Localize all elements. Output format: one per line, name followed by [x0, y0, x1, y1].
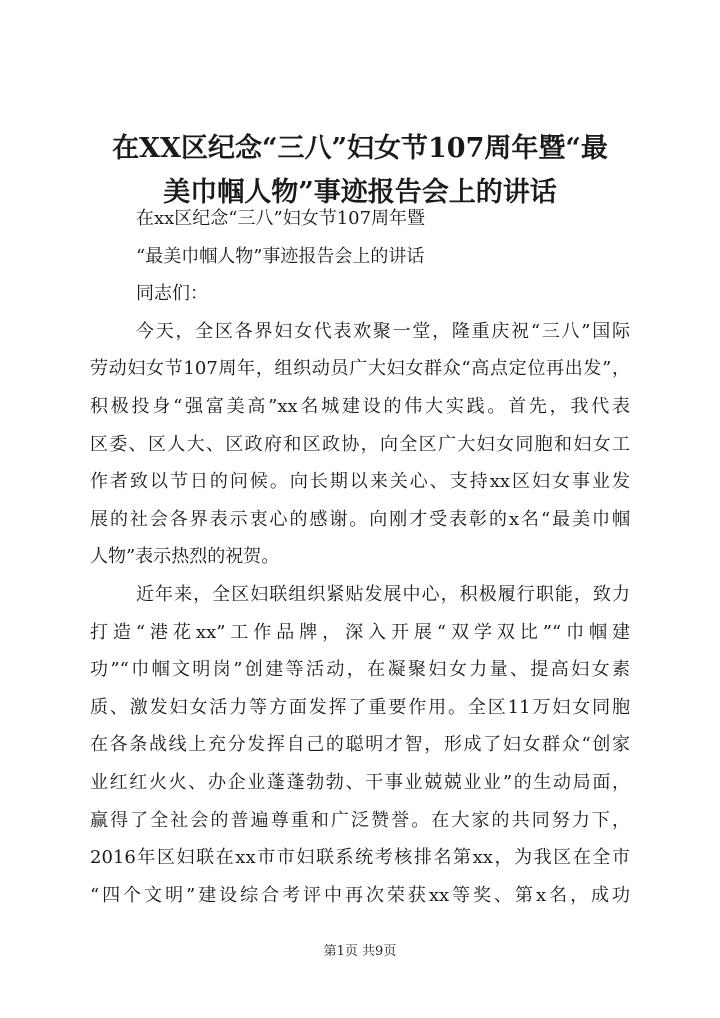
paragraph2-line-4: 质、激发妇女活力等方面发挥了重要作用。全区11万妇女同胞 — [90, 696, 630, 718]
title-line-2: 美巾帼人物”事迹报告会上的讲话 — [163, 177, 557, 208]
page-footer: 第1页 共9页 — [323, 944, 397, 959]
paragraph1-line-3: 积极投身“强富美高”xx名城建设的伟大实践。首先，我代表 — [90, 395, 630, 417]
paragraph2-line-5: 在各条战线上充分发挥自己的聪明才智，形成了妇女群众“创家 — [90, 734, 630, 756]
paragraph2-line-7: 赢得了全社会的普遍尊重和广泛赞誉。在大家的共同努力下， — [90, 809, 630, 831]
paragraph1-line-2: 劳动妇女节107周年，组织动员广大妇女群众“高点定位再出发”， — [90, 358, 630, 380]
document-body — [90, 200, 630, 914]
paragraph1-line-7: 人物”表示热烈的祝贺。 — [90, 546, 280, 568]
title-line-1: 在XX区纪念“三八”妇女节107周年暨“最 — [112, 133, 608, 164]
paragraph2-line-9: “四个文明”建设综合考评中再次荣获xx等奖、第x名，成功 — [90, 884, 630, 906]
paragraph2-line-8: 2016年区妇联在xx市市妇联系统考核排名第xx，为我区在全市 — [90, 847, 630, 869]
subtitle-line-2: “最美巾帼人物”事迹报告会上的讲话 — [136, 245, 425, 267]
salutation: 同志们： — [136, 283, 208, 305]
paragraph1-line-4: 区委、区人大、区政府和区政协，向全区广大妇女同胞和妇女工 — [90, 433, 630, 455]
paragraph1-line-6: 展的社会各界表示衷心的感谢。向刚才受表彰的x名“最美巾帼 — [90, 508, 630, 530]
subtitle-line-1: 在xx区纪念“三八”妇女节107周年暨 — [136, 208, 426, 229]
paragraph2-line-6: 业红红火火、办企业蓬蓬勃勃、干事业兢兢业业”的生动局面， — [90, 771, 630, 793]
paragraph2-line-2: 打造“港花xx”工作品牌，深入开展“双学双比”“巾帼建 — [90, 621, 630, 643]
paragraph2-line-3: 功”“巾帼文明岗”创建等活动，在凝聚妇女力量、提高妇女素 — [90, 659, 630, 681]
paragraph1-line-1: 今天，全区各界妇女代表欢聚一堂，隆重庆祝“三八”国际 — [136, 320, 630, 342]
paragraph2-line-1: 近年来，全区妇联组织紧贴发展中心，积极履行职能，致力 — [136, 583, 630, 605]
paragraph1-line-5: 作者致以节日的问候。向长期以来关心、支持xx区妇女事业发 — [90, 471, 630, 493]
